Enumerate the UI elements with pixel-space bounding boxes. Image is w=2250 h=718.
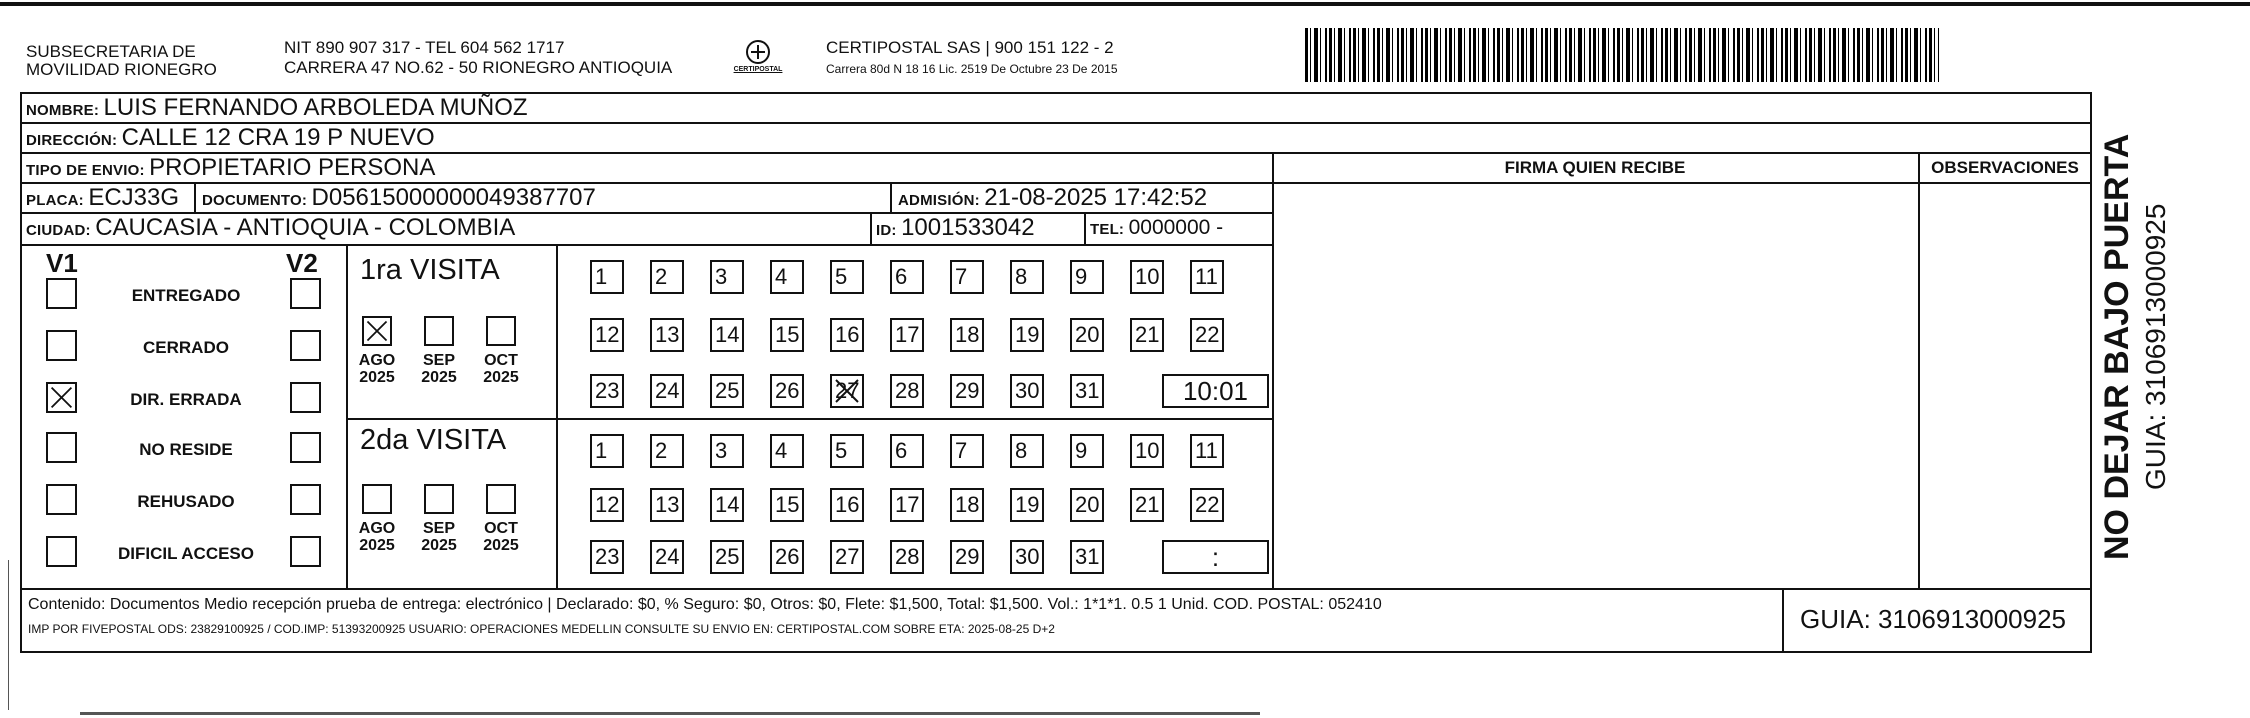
courier-name: CERTIPOSTAL SAS | 900 151 122 - 2 <box>826 38 1114 57</box>
day-box[interactable]: 13 <box>650 488 684 522</box>
nombre-row <box>26 93 528 126</box>
v1-checkbox[interactable] <box>46 330 77 361</box>
day-box[interactable]: 14 <box>710 318 744 352</box>
time-box[interactable]: 10:01 <box>1162 374 1269 408</box>
month-name: SEP <box>422 352 455 369</box>
day-box[interactable]: 11 <box>1190 434 1224 468</box>
id-label: ID: <box>876 222 897 239</box>
documento-label: DOCUMENTO: <box>202 192 308 209</box>
ciudad-cell <box>26 213 515 246</box>
org-name-line1: SUBSECRETARIA DE <box>26 42 196 61</box>
check-mark-icon <box>832 376 862 406</box>
day-box[interactable]: 23 <box>590 540 624 574</box>
day-box[interactable]: 25 <box>710 374 744 408</box>
org-address: CARRERA 47 NO.62 - 50 RIONEGRO ANTIOQUIA <box>284 58 673 77</box>
v2-checkbox[interactable] <box>290 278 321 309</box>
top-border <box>0 2 2250 6</box>
day-box[interactable]: 9 <box>1070 434 1104 468</box>
id-divider <box>870 212 872 244</box>
time-box[interactable]: : <box>1162 540 1269 574</box>
ciudad-value: CAUCASIA - ANTIOQUIA - COLOMBIA <box>95 214 516 241</box>
day-box[interactable]: 22 <box>1190 488 1224 522</box>
day-box[interactable]: 4 <box>770 260 804 294</box>
month-label <box>476 520 526 554</box>
day-box[interactable]: 28 <box>890 540 924 574</box>
day-box[interactable]: 7 <box>950 434 984 468</box>
day-box[interactable]: 17 <box>890 488 924 522</box>
month-checkbox[interactable] <box>424 484 454 514</box>
day-box[interactable]: 21 <box>1130 318 1164 352</box>
status-label[interactable]: REHUSADO <box>137 492 235 511</box>
day-box[interactable]: 5 <box>830 260 864 294</box>
month-year: 2025 <box>359 369 395 386</box>
day-number: 27 <box>835 378 860 403</box>
barcode <box>1305 28 1939 82</box>
documento-value: D05615000000049387707 <box>311 184 596 211</box>
footer-guia: GUIA: 3106913000925 <box>1800 604 2066 634</box>
guia-footer-divider <box>1782 588 1784 653</box>
status-label[interactable]: DIFICIL ACCESO <box>117 544 254 563</box>
day-box[interactable]: 4 <box>770 434 804 468</box>
nombre-label: NOMBRE: <box>26 102 100 119</box>
firma-column-left <box>1272 152 1274 588</box>
firma-header: FIRMA QUIEN RECIBE <box>1504 158 1686 177</box>
month-year: 2025 <box>483 369 519 386</box>
day-box[interactable]: 18 <box>950 318 984 352</box>
day-box[interactable]: 26 <box>770 374 804 408</box>
courier-address: Carrera 80d N 18 16 Lic. 2519 De Octubre 23 De 2015 <box>826 62 1118 76</box>
observaciones-header: OBSERVACIONES <box>1931 158 2079 177</box>
day-box[interactable]: 19 <box>1010 318 1044 352</box>
id-value: 1001533042 <box>901 214 1035 241</box>
day-box[interactable]: 27 <box>830 540 864 574</box>
day-box[interactable]: 18 <box>950 488 984 522</box>
month-checkbox[interactable] <box>362 316 392 346</box>
day-box[interactable]: 2 <box>650 434 684 468</box>
month-name: OCT <box>484 520 518 537</box>
org-nit: NIT 890 907 317 - TEL 604 562 1717 <box>284 38 565 57</box>
v2-checkbox[interactable] <box>290 382 321 413</box>
day-box[interactable]: 12 <box>590 318 624 352</box>
v1-header: V1 <box>46 248 78 278</box>
status-label[interactable]: CERRADO <box>143 338 229 357</box>
day-box[interactable]: 6 <box>890 260 924 294</box>
id-cell <box>876 213 1035 246</box>
day-box[interactable]: 10 <box>1130 434 1164 468</box>
day-box[interactable]: 3 <box>710 260 744 294</box>
certipostal-logo <box>728 38 788 78</box>
placa-cell <box>26 183 179 216</box>
day-box[interactable]: 12 <box>590 488 624 522</box>
day-box[interactable]: 20 <box>1070 318 1104 352</box>
v1-checkbox[interactable] <box>46 484 77 515</box>
day-box[interactable]: 17 <box>890 318 924 352</box>
tipo-row <box>26 153 435 186</box>
status-column-right <box>346 244 348 588</box>
day-box[interactable]: 10 <box>1130 260 1164 294</box>
direccion-row <box>26 123 435 156</box>
admision-divider <box>890 182 892 212</box>
day-box[interactable]: 30 <box>1010 540 1044 574</box>
month-label <box>476 352 526 386</box>
scan-edge <box>8 560 9 710</box>
day-box[interactable]: 31 <box>1070 374 1104 408</box>
month-name: AGO <box>358 352 396 369</box>
day-box[interactable]: 19 <box>1010 488 1044 522</box>
org-name-line2: MOVILIDAD RIONEGRO <box>26 60 217 79</box>
day-box[interactable]: 8 <box>1010 260 1044 294</box>
day-box[interactable]: 8 <box>1010 434 1044 468</box>
day-box[interactable]: 11 <box>1190 260 1224 294</box>
visit-month-right <box>556 244 558 588</box>
direccion-label: DIRECCIÓN: <box>26 132 118 149</box>
visit-divider <box>346 418 1272 420</box>
documento-cell <box>202 183 596 216</box>
day-box[interactable]: 28 <box>890 374 924 408</box>
month-label <box>352 352 402 386</box>
day-box[interactable]: 29 <box>950 540 984 574</box>
day-box[interactable]: 16 <box>830 318 864 352</box>
day-box[interactable]: 9 <box>1070 260 1104 294</box>
day-box[interactable]: 20 <box>1070 488 1104 522</box>
ciudad-label: CIUDAD: <box>26 222 91 239</box>
v1-checkbox[interactable] <box>46 536 77 567</box>
day-box[interactable]: 5 <box>830 434 864 468</box>
day-box[interactable]: 22 <box>1190 318 1224 352</box>
visit1-title: 1ra VISITA <box>360 254 500 286</box>
v1-checkbox[interactable] <box>46 382 77 413</box>
month-checkbox[interactable] <box>424 316 454 346</box>
day-box[interactable]: 24 <box>650 540 684 574</box>
scan-line <box>80 712 1260 715</box>
month-checkbox[interactable] <box>486 484 516 514</box>
month-label <box>352 520 402 554</box>
tel-cell <box>1090 213 1223 245</box>
placa-value: ECJ33G <box>88 184 180 211</box>
v2-checkbox[interactable] <box>290 484 321 515</box>
month-year: 2025 <box>421 369 457 386</box>
tel-label: TEL: <box>1090 221 1125 238</box>
day-box[interactable]: 15 <box>770 488 804 522</box>
admision-cell <box>898 183 1207 216</box>
day-box[interactable]: 31 <box>1070 540 1104 574</box>
column-header-rule <box>1272 182 2092 184</box>
day-box[interactable]: 7 <box>950 260 984 294</box>
v2-checkbox[interactable] <box>290 432 321 463</box>
v1-checkbox[interactable] <box>46 278 77 309</box>
footer-content: Contenido: Documentos Medio recepción prueba de entrega: electrónico | Declarado: $0, % Seguro: $0, Otros: $0, Flete: $1,500, Total: $1,500. Vol.: 1*1*1. 0.5 1 Unid. COD. POSTAL: 052410 <box>28 596 1382 613</box>
logo-text: CERTIPOSTAL <box>733 66 783 73</box>
status-label[interactable]: ENTREGADO <box>131 286 241 305</box>
day-box[interactable]: 6 <box>890 434 924 468</box>
day-box[interactable]: 1 <box>590 260 624 294</box>
day-box[interactable]: 30 <box>1010 374 1044 408</box>
day-box[interactable]: 13 <box>650 318 684 352</box>
side-guia: GUIA: 3106913000925 <box>2140 203 2171 490</box>
day-box[interactable]: 2 <box>650 260 684 294</box>
day-box[interactable]: 29 <box>950 374 984 408</box>
check-mark-icon <box>48 384 75 411</box>
month-checkbox[interactable] <box>486 316 516 346</box>
status-label[interactable]: DIR. ERRADA <box>130 390 242 409</box>
month-checkbox[interactable] <box>362 484 392 514</box>
month-name: AGO <box>358 520 396 537</box>
day-box[interactable]: 25 <box>710 540 744 574</box>
admision-value: 21-08-2025 17:42:52 <box>984 184 1208 211</box>
admision-label: ADMISIÓN: <box>898 192 980 209</box>
day-box[interactable]: 3 <box>710 434 744 468</box>
footer-print-info: IMP POR FIVEPOSTAL ODS: 23829100925 / COD.IMP: 51393200925 USUARIO: OPERACIONES MEDELLIN CONSULTE SU ENVIO EN: CERTIPOSTAL.COM SOBRE ETA: 2025-08-25 D+2 <box>28 622 1055 636</box>
month-label <box>414 352 464 386</box>
tipo-value: PROPIETARIO PERSONA <box>149 154 436 181</box>
day-box[interactable]: 24 <box>650 374 684 408</box>
tipo-label: TIPO DE ENVIO: <box>26 162 145 179</box>
month-year: 2025 <box>359 537 395 554</box>
v1-checkbox[interactable] <box>46 432 77 463</box>
tel-value: 0000000 - <box>1128 216 1224 239</box>
month-name: OCT <box>484 352 518 369</box>
day-box[interactable]: 1 <box>590 434 624 468</box>
day-box[interactable] <box>830 374 864 408</box>
tel-divider <box>1084 212 1086 244</box>
day-box[interactable]: 15 <box>770 318 804 352</box>
visit2-title: 2da VISITA <box>360 424 507 456</box>
day-box[interactable]: 23 <box>590 374 624 408</box>
day-box[interactable]: 16 <box>830 488 864 522</box>
obs-column-left <box>1918 152 1920 588</box>
status-label[interactable]: NO RESIDE <box>139 440 233 459</box>
placa-label: PLACA: <box>26 192 84 209</box>
nombre-value: LUIS FERNANDO ARBOLEDA MUÑOZ <box>103 94 528 121</box>
month-year: 2025 <box>483 537 519 554</box>
v2-header: V2 <box>286 248 318 278</box>
side-warning: NO DEJAR BAJO PUERTA <box>2098 133 2136 560</box>
check-mark-icon <box>364 318 390 344</box>
month-label <box>414 520 464 554</box>
day-box[interactable]: 26 <box>770 540 804 574</box>
v2-checkbox[interactable] <box>290 330 321 361</box>
day-box[interactable]: 14 <box>710 488 744 522</box>
v2-checkbox[interactable] <box>290 536 321 567</box>
placa-divider <box>194 182 196 212</box>
direccion-value: CALLE 12 CRA 19 P NUEVO <box>121 124 435 151</box>
month-name: SEP <box>422 520 455 537</box>
day-box[interactable]: 21 <box>1130 488 1164 522</box>
month-year: 2025 <box>421 537 457 554</box>
